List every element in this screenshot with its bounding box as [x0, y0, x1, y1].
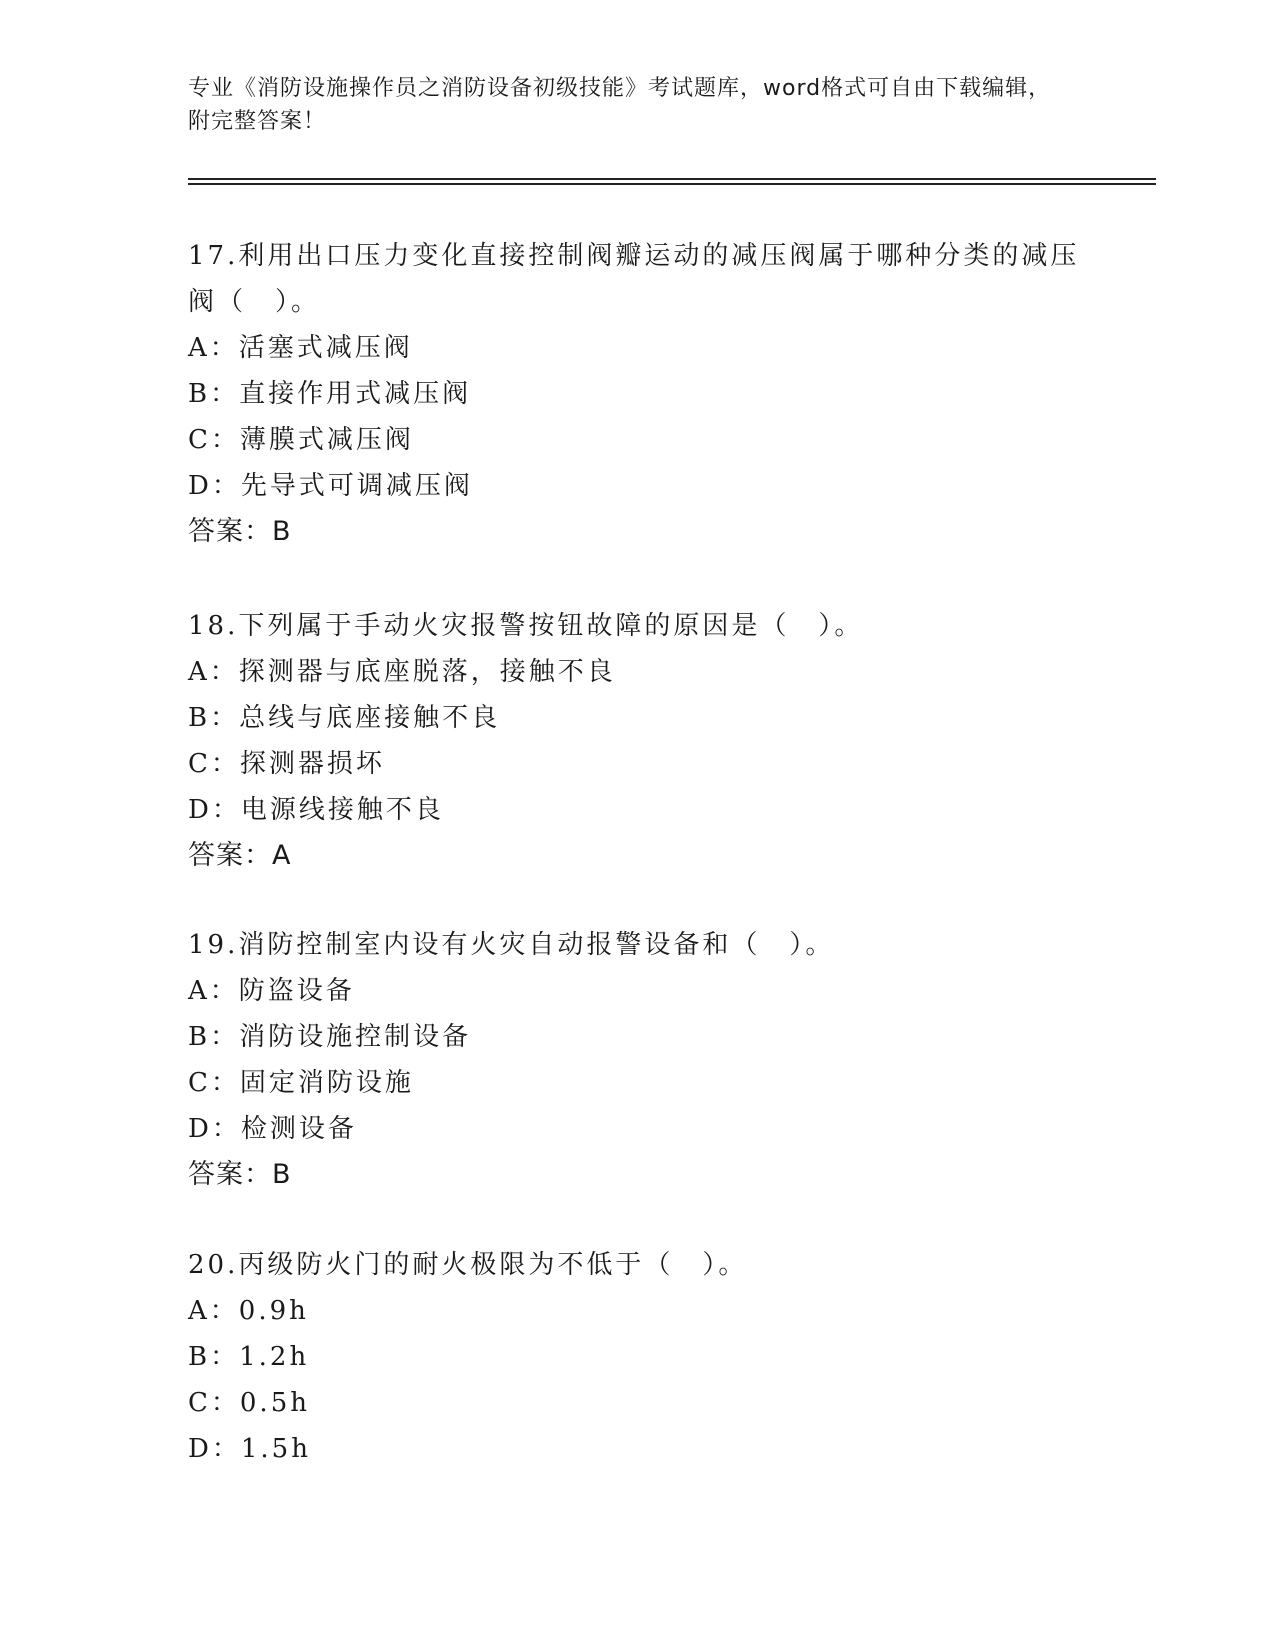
- answer-label: 答案：: [188, 1159, 272, 1190]
- option-c: C：薄膜式减压阀: [188, 425, 414, 455]
- header-rule-top: [188, 178, 1156, 180]
- question-stem: 18.下列属于手动火灾报警按钮故障的原因是（ ）。: [188, 611, 864, 641]
- option-d: D：检测设备: [188, 1114, 357, 1144]
- option-a: A：探测器与底座脱落，接触不良: [188, 657, 616, 687]
- option-d: D：1.5h: [188, 1434, 311, 1464]
- question-20: [188, 1242, 1088, 1472]
- option-c: C：固定消防设施: [188, 1068, 414, 1098]
- document-header: 专业《消防设施操作员之消防设备初级技能》考试题库，word格式可自由下载编辑，附完整答案！: [188, 76, 1052, 134]
- option-c: C：探测器损坏: [188, 749, 385, 779]
- question-17: [188, 233, 1088, 555]
- question-18: [188, 603, 1088, 879]
- option-d: D：电源线接触不良: [188, 795, 444, 825]
- answer-line: [188, 509, 1088, 555]
- answer-label: 答案：: [188, 516, 272, 547]
- option-a: A：活塞式减压阀: [188, 333, 413, 363]
- header-rule-bottom: [188, 183, 1156, 185]
- option-b: B：直接作用式减压阀: [188, 379, 472, 409]
- option-a: A：0.9h: [188, 1296, 309, 1326]
- option-d: D：先导式可调减压阀: [188, 471, 473, 501]
- option-b: B：消防设施控制设备: [188, 1022, 472, 1052]
- answer-line: [188, 1152, 1088, 1198]
- option-b: B：1.2h: [188, 1342, 310, 1372]
- option-b: B：总线与底座接触不良: [188, 703, 501, 733]
- answer-value: B: [272, 516, 292, 547]
- question-19: [188, 922, 1088, 1198]
- question-stem: 20.丙级防火门的耐火极限为不低于（ ）。: [188, 1250, 748, 1280]
- question-stem: 19.消防控制室内设有火灾自动报警设备和（ ）。: [188, 930, 835, 960]
- answer-value: B: [272, 1159, 292, 1190]
- option-c: C：0.5h: [188, 1388, 310, 1418]
- answer-label: 答案：: [188, 840, 272, 871]
- answer-line: [188, 833, 1088, 879]
- answer-value: A: [272, 840, 292, 871]
- option-a: A：防盗设备: [188, 976, 355, 1006]
- question-stem: 17.利用出口压力变化直接控制阀瓣运动的减压阀属于哪种分类的减压阀（ ）。: [188, 241, 1080, 317]
